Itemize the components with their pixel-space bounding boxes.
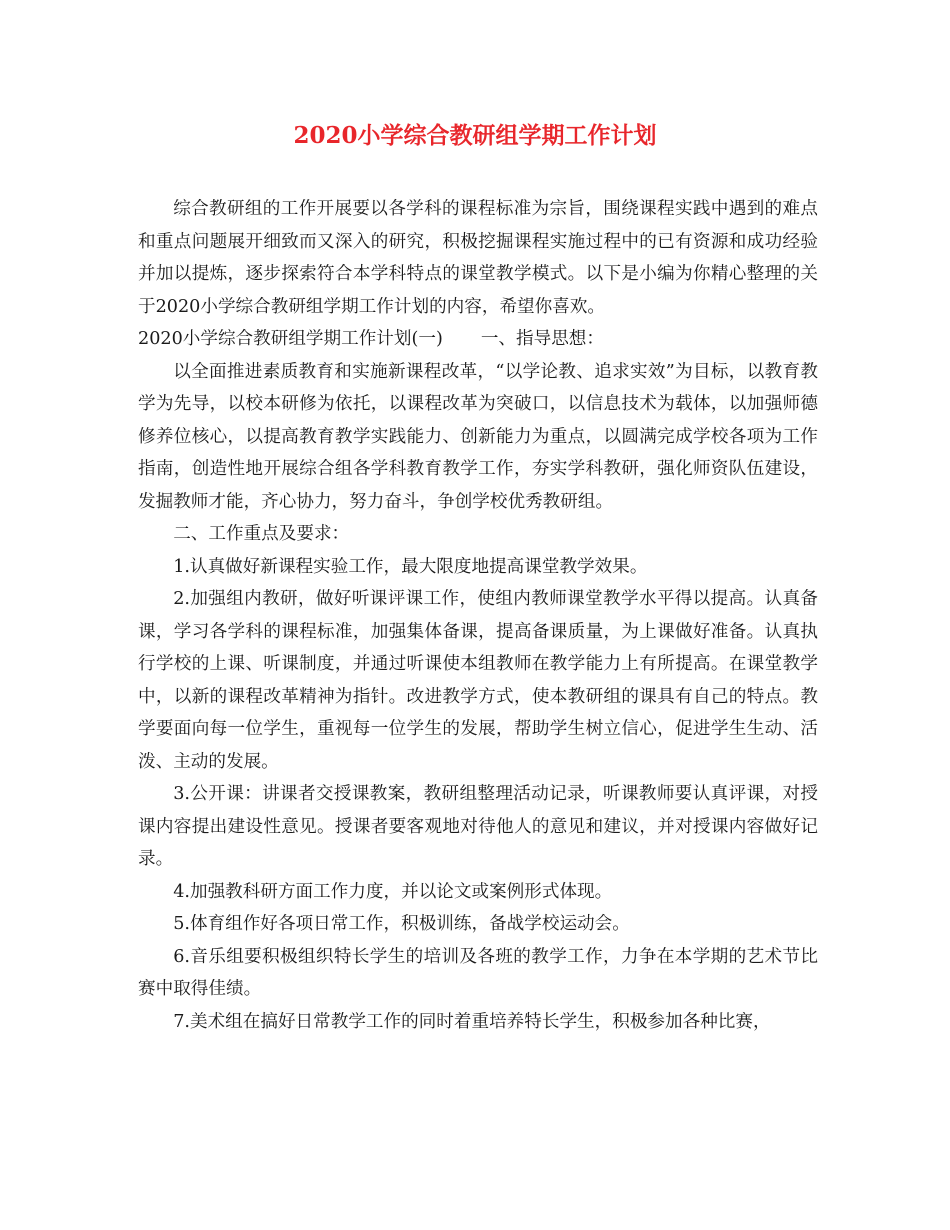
list-item: 2.加强组内教研，做好听课评课工作，使组内教师课堂教学水平得以提高。认真备课，学习各学科的课程标准，加强集体备课，提高备课质量，为上课做好准备。认真执行学校的上课、听课制度，并通过听课使本组教师在教学能力上有所提高。在课堂教学中，以新的课程改革精神为指针。改进教学方式，使本教研组的课具有自己的特点。教学要面向每一位学生，重视每一位学生的发展，帮助学生树立信心，促进学生生动、活泼、主动的发展。	[138, 589, 818, 772]
list-item: 3.公开课：讲课者交授课教案，教研组整理活动记录，听课教师要认真评课，对授课内容提出建设性意见。授课者要客观地对待他人的意见和建议，并对授课内容做好记录。	[138, 784, 818, 869]
section1-paragraph: 以全面推进素质教育和实施新课程改革，“以学论教、追求实效”为目标，以教育教学为先导，以校本研修为依托，以课程改革为突破口，以信息技术为载体，以加强师德修养位核心，以提高教育教学实践能力、创新能力为重点，以圆满完成学校各项为工作指南，创造性地开展综合组各学科教育教学工作，夯实学科教研，强化师资队伍建设，发掘教师才能，齐心协力，努力奋斗，争创学校优秀教研组。	[138, 361, 818, 512]
list-item: 5.体育组作好各项日常工作，积极训练，备战学校运动会。	[173, 914, 630, 934]
section1-heading: 一、指导思想：	[480, 329, 604, 349]
document-title: 2020小学综合教研组学期工作计划	[293, 122, 657, 149]
section2-heading: 二、工作重点及要求：	[173, 524, 350, 544]
plan-heading-line	[138, 323, 818, 356]
plan-heading: 2020小学综合教研组学期工作计划(一)	[138, 329, 443, 349]
list-item: 1.认真做好新课程实验工作，最大限度地提高课堂教学效果。	[173, 556, 648, 577]
document-body	[138, 193, 818, 1038]
list-item: 4.加强教科研方面工作力度，并以论文或案例形式体现。	[173, 881, 613, 902]
list-item: 6.音乐组要积极组织特长学生的培训及各班的教学工作，力争在本学期的艺术节比赛中取得佳绩。	[138, 946, 818, 999]
intro-paragraph: 综合教研组的工作开展要以各学科的课程标准为宗旨，围绕课程实践中遇到的难点和重点问题展开细致而又深入的研究，积极挖掘课程实施过程中的已有资源和成功经验并加以提炼，逐步探索符合本学科特点的课堂教学模式。以下是小编为你精心整理的关于2020小学综合教研组学期工作计划的内容，希望你喜欢。	[138, 199, 818, 317]
list-item: 7.美术组在搞好日常教学工作的同时着重培养特长学生，积极参加各种比赛，	[173, 1011, 771, 1032]
